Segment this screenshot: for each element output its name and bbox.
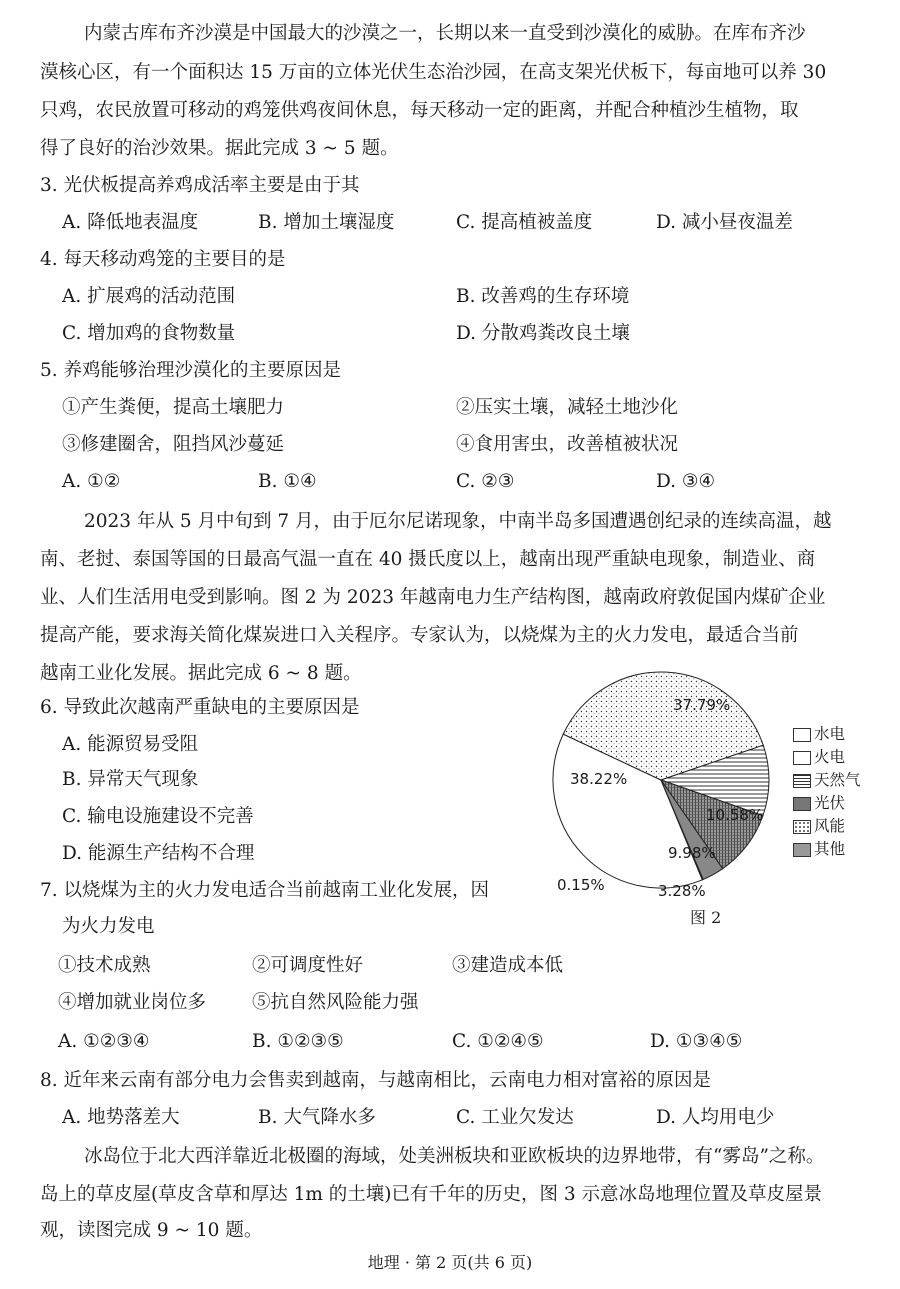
q8-option-c: C. 工业欠发达 — [456, 1107, 574, 1128]
q3-option-a: A. 降低地表温度 — [62, 212, 199, 233]
pie-label-guangfu: 9.98% — [668, 844, 716, 862]
passage3-line2: 岛上的草皮屋(草皮含草和厚达 1m 的土壤)已有千年的历史，图 3 示意冰岛地理位置及草皮屋景 — [40, 1184, 823, 1205]
q4-option-d: D. 分散鸡粪改良土壤 — [456, 323, 630, 344]
q7-statement-1: ①技术成熟 — [58, 955, 151, 976]
figure-caption: 图 2 — [690, 908, 722, 927]
q7-statement-2: ②可调度性好 — [252, 955, 364, 976]
q7-statement-5: ⑤抗自然风险能力强 — [252, 992, 419, 1013]
q7-option-b: B. ①②③⑤ — [252, 1031, 344, 1052]
q7-stem-line2: 为火力发电 — [62, 916, 155, 937]
legend-fengneng: 风能 — [793, 816, 845, 836]
q5-option-a: A. ①② — [62, 471, 121, 492]
q3-option-c: C. 提高植被盖度 — [456, 212, 593, 233]
passage1-line4: 得了良好的治沙效果。据此完成 3 ~ 5 题。 — [40, 138, 399, 159]
q3-option-d: D. 减小昼夜温差 — [656, 212, 793, 233]
q6-option-d: D. 能源生产结构不合理 — [62, 843, 255, 864]
passage2-line1: 2023 年从 5 月中旬到 7 月，由于厄尔尼诺现象，中南半岛多国遭遇创纪录的连续高温，越 — [84, 511, 832, 532]
q5-stem: 5. 养鸡能够治理沙漠化的主要原因是 — [40, 360, 342, 381]
q6-stem: 6. 导致此次越南严重缺电的主要原因是 — [40, 697, 360, 718]
passage2-line4: 提高产能，要求海关简化煤炭进口入关程序。专家认为，以烧煤为主的火力发电，最适合当前 — [40, 625, 799, 646]
q3-stem: 3. 光伏板提高养鸡成活率主要是由于其 — [40, 175, 360, 196]
pie-label-tianranqi: 10.58% — [706, 806, 764, 824]
pie-label-qita: 3.28% — [658, 882, 706, 900]
q5-statement-3: ③修建圈舍，阻挡风沙蔓延 — [62, 434, 285, 455]
pie-chart — [550, 660, 900, 930]
q7-option-d: D. ①③④⑤ — [650, 1031, 743, 1052]
q8-stem: 8. 近年来云南有部分电力会售卖到越南，与越南相比，云南电力相对富裕的原因是 — [40, 1070, 712, 1091]
q5-option-d: D. ③④ — [656, 471, 716, 492]
passage2-line3: 业、人们生活用电受到影响。图 2 为 2023 年越南电力生产结构图，越南政府敦促国内煤矿企业 — [40, 587, 826, 608]
q5-statement-2: ②压实土壤，减轻土地沙化 — [456, 397, 679, 418]
q5-statement-1: ①产生粪便，提高土壤肥力 — [62, 397, 285, 418]
passage1-line3: 只鸡，农民放置可移动的鸡笼供鸡夜间休息，每天移动一定的距离，并配合种植沙生植物，取 — [40, 100, 799, 121]
q4-option-c: C. 增加鸡的食物数量 — [62, 323, 236, 344]
q6-option-a: A. 能源贸易受阻 — [62, 734, 199, 755]
legend-shuidian: 水电 — [793, 724, 845, 744]
pie-label-shuidian: 38.22% — [570, 770, 628, 788]
q8-option-d: D. 人均用电少 — [656, 1107, 775, 1128]
legend-qita: 其他 — [793, 839, 845, 859]
q8-option-a: A. 地势落差大 — [62, 1107, 180, 1128]
passage2-line5: 越南工业化发展。据此完成 6 ~ 8 题。 — [40, 663, 362, 684]
q6-option-c: C. 输电设施建设不完善 — [62, 806, 254, 827]
legend-tianranqi: 天然气 — [793, 770, 861, 790]
q5-statement-4: ④食用害虫，改善植被状况 — [456, 434, 679, 455]
passage2-line2: 南、老挝、泰国等国的日最高气温一直在 40 摄氏度以上，越南出现严重缺电现象，制造业、商 — [40, 549, 816, 570]
passage1-line2: 漠核心区，有一个面积达 15 万亩的立体光伏生态治沙园，在高支架光伏板下，每亩地可以养 30 — [40, 62, 827, 83]
q4-stem: 4. 每天移动鸡笼的主要目的是 — [40, 249, 286, 270]
passage1-line1: 内蒙古库布齐沙漠是中国最大的沙漠之一，长期以来一直受到沙漠化的威胁。在库布齐沙 — [84, 23, 806, 44]
q7-statement-3: ③建造成本低 — [452, 955, 564, 976]
q4-option-b: B. 改善鸡的生存环境 — [456, 286, 630, 307]
page-footer: 地理 · 第 2 页(共 6 页) — [367, 1253, 533, 1272]
pie-label-huodian: 37.79% — [673, 696, 731, 714]
legend-huodian: 火电 — [793, 747, 845, 767]
q3-option-b: B. 增加土壤湿度 — [258, 212, 395, 233]
q7-statement-4: ④增加就业岗位多 — [58, 992, 207, 1013]
q7-option-c: C. ①②④⑤ — [452, 1031, 544, 1052]
q7-stem-line1: 7. 以烧煤为主的火力发电适合当前越南工业化发展，因 — [40, 880, 490, 901]
q8-option-b: B. 大气降水多 — [258, 1107, 376, 1128]
legend-guangfu: 光伏 — [793, 793, 845, 813]
q5-option-c: C. ②③ — [456, 471, 515, 492]
q6-option-b: B. 异常天气现象 — [62, 769, 199, 790]
q5-option-b: B. ①④ — [258, 471, 317, 492]
passage3-line3: 观，读图完成 9 ~ 10 题。 — [40, 1220, 263, 1241]
q4-option-a: A. 扩展鸡的活动范围 — [62, 286, 236, 307]
passage3-line1: 冰岛位于北大西洋靠近北极圈的海域，处美洲板块和亚欧板块的边界地带，有“雾岛”之称。 — [84, 1146, 825, 1167]
q7-option-a: A. ①②③④ — [58, 1031, 150, 1052]
pie-label-fengneng: 0.15% — [557, 876, 605, 894]
